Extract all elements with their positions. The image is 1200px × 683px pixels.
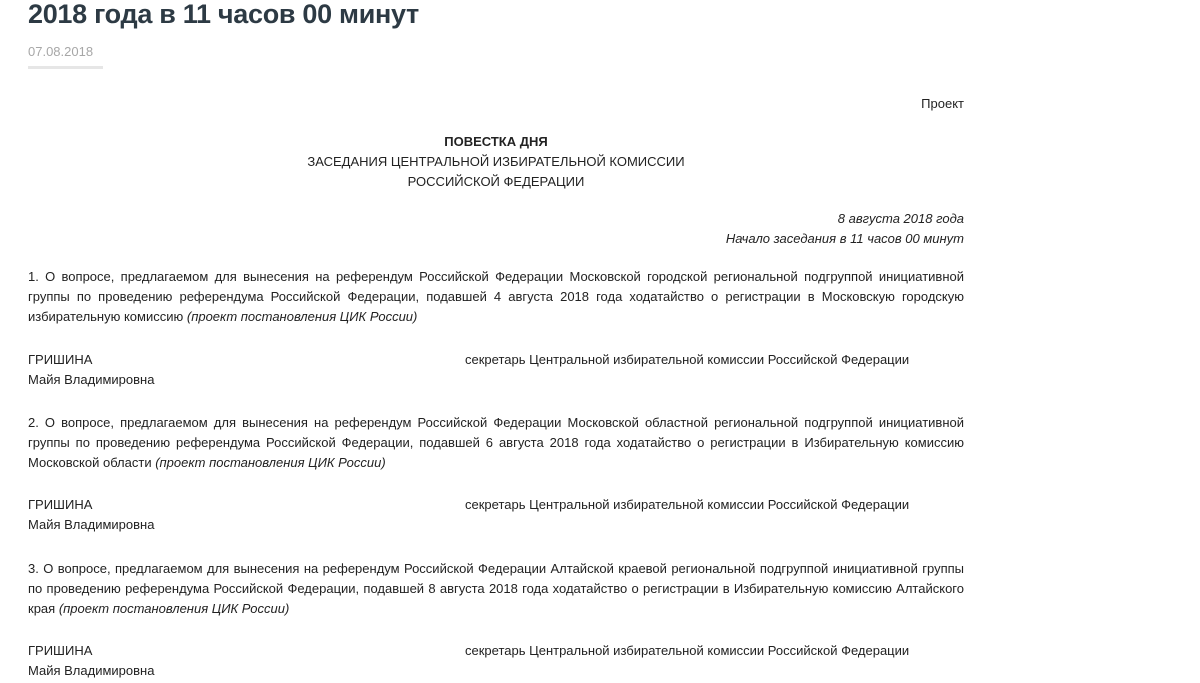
speaker-name [28, 350, 154, 390]
speaker-given-name: Майя Владимировна [28, 517, 155, 532]
speaker-name [28, 495, 154, 535]
agenda-item [28, 413, 964, 473]
agenda-heading-title: ПОВЕСТКА ДНЯ [444, 134, 548, 149]
agenda-item [28, 267, 964, 327]
meeting-start-time: Начало заседания в 11 часов 00 минут [725, 231, 964, 246]
speaker-role: секретарь Центральной избирательной комиссии Российской Федерации [465, 497, 910, 512]
agenda-item-speaker [28, 350, 964, 390]
speaker-given-name: Майя Владимировна [28, 372, 155, 387]
document-status: Проект [921, 96, 964, 111]
agenda-item-note: (проект постановления ЦИК России) [155, 455, 386, 470]
speaker-surname: ГРИШИНА [28, 643, 93, 658]
agenda-item-speaker [28, 495, 964, 535]
speaker-role: секретарь Центральной избирательной комиссии Российской Федерации [465, 352, 910, 367]
speaker-given-name: Майя Владимировна [28, 663, 155, 678]
meeting-info [28, 209, 964, 249]
agenda-item-text: 3. О вопросе, предлагаемом для вынесения на референдум Российской Федерации Алтайской краевой региональной подгруппой инициативной группы по проведению референдума Российской Федерации, подавшей 8 августа 2018 года ходатайство о регистрации в Избирательную комиссию Алтайского края [28, 561, 964, 616]
meeting-date: 8 августа 2018 года [837, 211, 964, 226]
agenda-item [28, 559, 964, 619]
speaker-surname: ГРИШИНА [28, 352, 93, 367]
agenda-heading [28, 132, 964, 192]
agenda-item-note: (проект постановления ЦИК России) [186, 309, 418, 324]
agenda-item-text: 1. О вопросе, предлагаемом для вынесения на референдум Российской Федерации Московской городской региональной подгруппой инициативной группы по проведению референдума Российской Федерации, подавшей 4 августа 2018 года ходатайство о регистрации в Московскую городскую избирательную комиссию [28, 269, 964, 324]
agenda-heading-subtitle-2: РОССИЙСКОЙ ФЕДЕРАЦИИ [407, 174, 585, 189]
speaker-role: секретарь Центральной избирательной комиссии Российской Федерации [465, 643, 910, 658]
agenda-item-note: (проект постановления ЦИК России) [58, 601, 290, 616]
page-title: 2018 года в 11 часов 00 минут [28, 0, 419, 29]
agenda-heading-subtitle-1: ЗАСЕДАНИЯ ЦЕНТРАЛЬНОЙ ИЗБИРАТЕЛЬНОЙ КОМИССИИ [307, 154, 685, 169]
date-underline [28, 66, 103, 69]
speaker-surname: ГРИШИНА [28, 497, 93, 512]
agenda-item-speaker [28, 641, 964, 681]
publication-date: 07.08.2018 [28, 44, 94, 59]
speaker-name [28, 641, 154, 681]
agenda-item-text: 2. О вопросе, предлагаемом для вынесения на референдум Российской Федерации Московской областной региональной подгруппой инициативной группы по проведению референдума Российской Федерации, подавшей 6 августа 2018 года ходатайство о регистрации в Избирательную комиссию Московской области [28, 415, 964, 470]
